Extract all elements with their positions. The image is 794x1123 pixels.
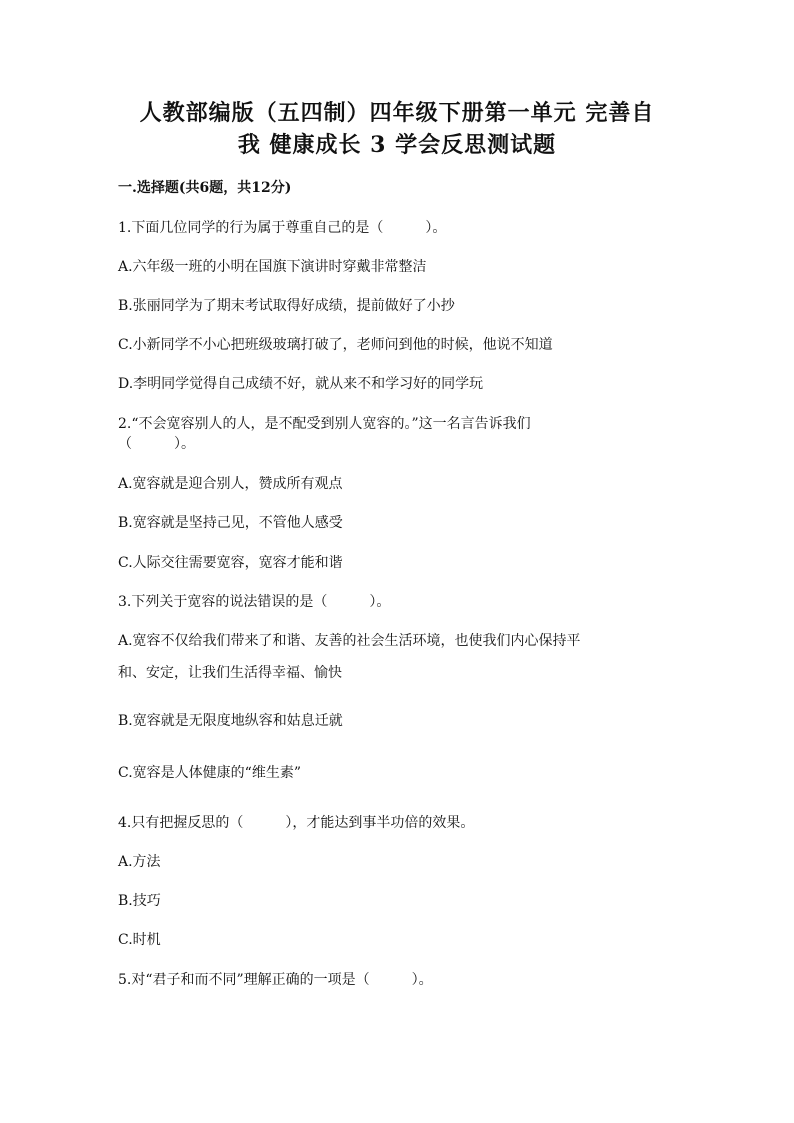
question-2-option-c: C.人际交往需要宽容，宽容才能和谐: [118, 555, 343, 571]
document-title-line-1: 人教部编版（五四制）四年级下册第一单元 完善自: [139, 100, 655, 126]
question-2-option-a: A.宽容就是迎合别人，赞成所有观点: [118, 476, 343, 492]
question-1-option-d: D.李明同学觉得自己成绩不好，就从来不和学习好的同学玩: [118, 376, 484, 392]
question-3-option-c: C.宽容是人体健康的“维生素”: [118, 765, 301, 781]
question-2-stem-continued: （ ）。: [118, 436, 195, 452]
question-3-option-a-continued: 和、安定，让我们生活得幸福、愉快: [118, 665, 342, 681]
section-heading: 一.选择题(共6题，共12分): [118, 180, 292, 196]
question-2-option-b: B.宽容就是坚持己见，不管他人感受: [118, 515, 343, 531]
question-3-stem: 3.下列关于宽容的说法错误的是（ ）。: [118, 594, 391, 610]
question-4-option-a: A.方法: [118, 854, 161, 870]
question-2-stem: 2.“不会宽容别人的人，是不配受到别人宽容的。”这一名言告诉我们: [118, 416, 531, 432]
question-1-option-a: A.六年级一班的小明在国旗下演讲时穿戴非常整洁: [118, 259, 427, 275]
question-1-stem: 1.下面几位同学的行为属于尊重自己的是（ ）。: [118, 220, 447, 236]
question-5-stem: 5.对“君子和而不同”理解正确的一项是（ ）。: [118, 972, 433, 988]
question-1-option-c: C.小新同学不小心把班级玻璃打破了，老师问到他的时候，他说不知道: [118, 337, 553, 353]
question-4-option-c: C.时机: [118, 932, 161, 948]
question-3-option-b: B.宽容就是无限度地纵容和姑息迁就: [118, 713, 343, 729]
question-4-stem: 4.只有把握反思的（ ），才能达到事半功倍的效果。: [118, 815, 475, 831]
document-title-line-2: 我 健康成长 3 学会反思测试题: [237, 132, 557, 158]
question-1-option-b: B.张丽同学为了期末考试取得好成绩，提前做好了小抄: [118, 298, 455, 314]
question-3-option-a: A.宽容不仅给我们带来了和谐、友善的社会生活环境，也使我们内心保持平: [118, 633, 581, 649]
question-4-option-b: B.技巧: [118, 893, 161, 909]
